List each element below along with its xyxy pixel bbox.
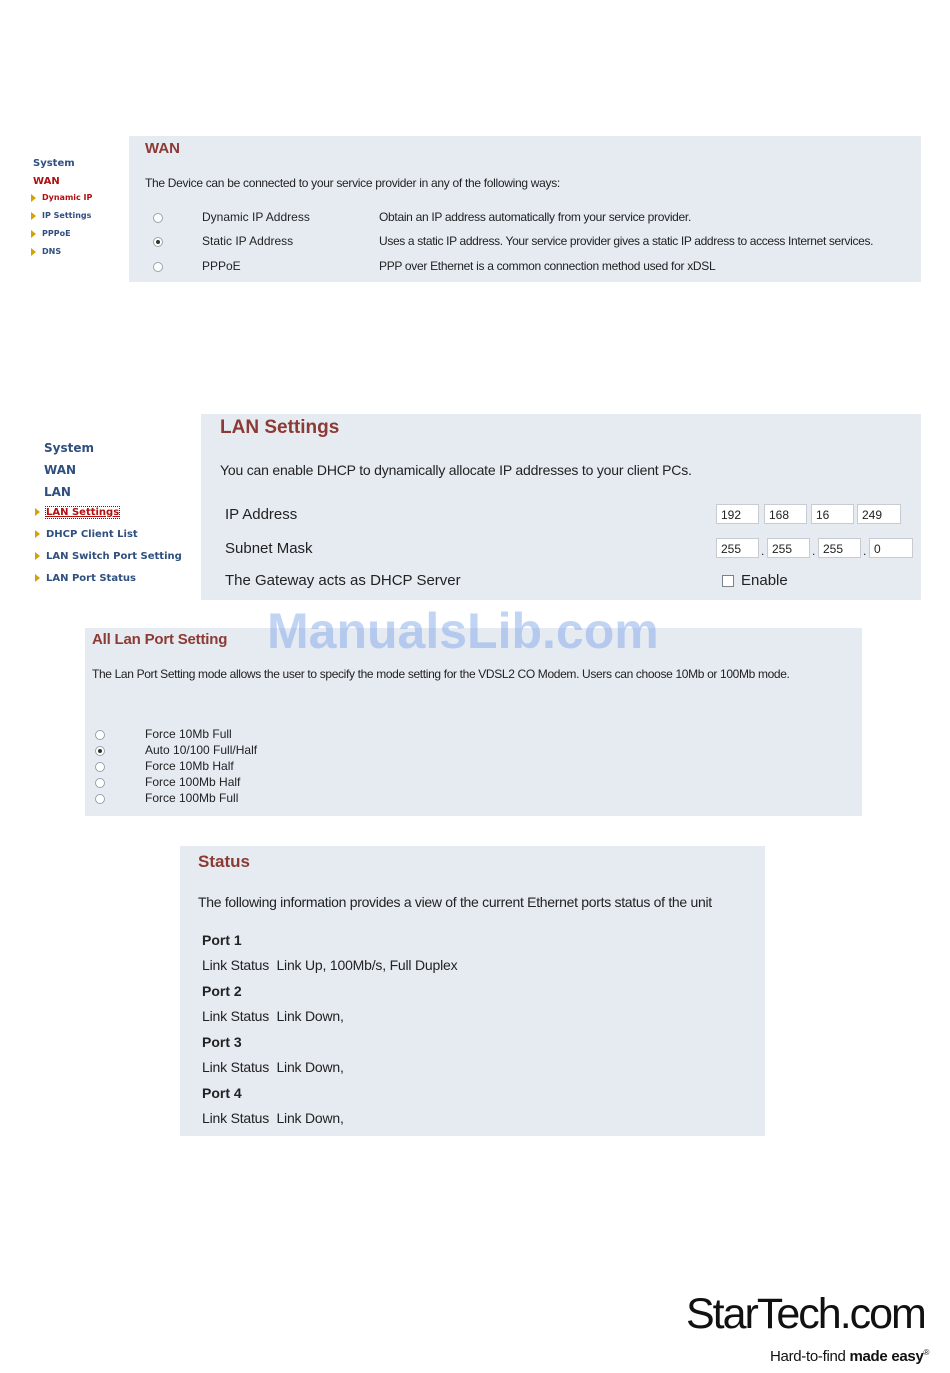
subnav-item-lan-switch-port-setting[interactable]: LAN Switch Port Setting	[35, 551, 182, 562]
link-status-value: Link Down,	[276, 1059, 344, 1075]
subnav-item-lan-port-status[interactable]: LAN Port Status	[35, 573, 136, 584]
arrow-icon	[35, 508, 40, 516]
dhcp-enable-label: Enable	[741, 572, 788, 589]
link-status-row	[202, 1059, 344, 1075]
lan-title: LAN Settings	[220, 417, 340, 438]
link-status-value: Link Down,	[276, 1008, 344, 1024]
mask-octet-3-input[interactable]: 255	[818, 538, 861, 558]
mask-octet-4-input[interactable]: 0	[869, 538, 913, 558]
ip-address-label: IP Address	[225, 506, 298, 523]
radio-dynamic-ip[interactable]	[153, 213, 163, 223]
ip-octet-4-input[interactable]: 249	[857, 504, 901, 524]
wan-title: WAN	[145, 140, 180, 157]
startech-logo: StarTech.com	[686, 1290, 925, 1338]
mask-separator: .	[812, 544, 816, 558]
mask-octet-2-input[interactable]: 255	[767, 538, 810, 558]
radio-static-ip[interactable]	[153, 237, 163, 247]
wan-panel	[129, 136, 921, 282]
arrow-icon	[31, 212, 36, 220]
brand-tagline	[770, 1348, 929, 1365]
link-status-row	[202, 1008, 344, 1024]
link-status-label: Link Status	[202, 1008, 270, 1024]
port-option-label: Auto 10/100 Full/Half	[145, 743, 258, 757]
wan-option-desc: PPP over Ethernet is a common connection method used for xDSL	[379, 259, 716, 273]
link-status-row	[202, 1110, 344, 1126]
port-name: Port 4	[202, 1085, 242, 1101]
subnav-item-lan-settings[interactable]: LAN Settings	[35, 507, 119, 518]
arrow-icon	[31, 248, 36, 256]
radio-pppoe[interactable]	[153, 262, 163, 272]
nav-item-lan[interactable]: LAN	[44, 485, 71, 499]
arrow-icon	[35, 530, 40, 538]
port-setting-description: The Lan Port Setting mode allows the user to specify the mode setting for the VDSL2 CO Modem. Users can choose 10Mb or 100Mb mode.	[92, 667, 790, 681]
wan-option-desc: Uses a static IP address. Your service provider gives a static IP address to access Internet services.	[379, 234, 874, 248]
watermark: ManualsLib.com	[267, 603, 659, 659]
port-name: Port 3	[202, 1034, 242, 1050]
subnav-item-pppoe[interactable]: PPPoE	[31, 229, 71, 238]
lan-description: You can enable DHCP to dynamically allocate IP addresses to your client PCs.	[220, 462, 692, 478]
arrow-icon	[31, 194, 36, 202]
radio-force-10mb-full[interactable]	[95, 730, 105, 740]
status-title: Status	[198, 852, 250, 871]
nav-item-system[interactable]: System	[33, 158, 75, 169]
subnet-mask-label: Subnet Mask	[225, 540, 313, 557]
radio-auto-10-100[interactable]	[95, 746, 105, 756]
mask-separator: .	[761, 544, 765, 558]
wan-option-desc: Obtain an IP address automatically from your service provider.	[379, 210, 691, 224]
port-name: Port 1	[202, 932, 242, 948]
link-status-label: Link Status	[202, 1110, 270, 1126]
registered-mark: ®	[923, 1348, 930, 1357]
radio-force-100mb-half[interactable]	[95, 778, 105, 788]
radio-force-100mb-full[interactable]	[95, 794, 105, 804]
wan-option-name: Dynamic IP Address	[202, 210, 310, 224]
link-status-label: Link Status	[202, 957, 270, 973]
port-option-label: Force 100Mb Full	[145, 791, 239, 805]
ip-octet-1-input[interactable]: 192	[716, 504, 759, 524]
subnav-item-dynamic-ip[interactable]: Dynamic IP	[31, 193, 92, 202]
subnav-item-dhcp-client-list[interactable]: DHCP Client List	[35, 529, 138, 540]
link-status-label: Link Status	[202, 1059, 270, 1075]
status-description: The following information provides a view of the current Ethernet ports status of the unit	[198, 894, 712, 910]
ip-octet-3-input[interactable]: 16	[811, 504, 854, 524]
nav-item-wan[interactable]: WAN	[44, 463, 77, 477]
lan-settings-panel	[201, 414, 921, 600]
port-option-label: Force 100Mb Half	[145, 775, 241, 789]
port-setting-title: All Lan Port Setting	[92, 631, 228, 648]
dhcp-enable-checkbox[interactable]	[722, 575, 734, 587]
wan-option-name: Static IP Address	[202, 234, 294, 248]
subnav-item-dns[interactable]: DNS	[31, 247, 61, 256]
arrow-icon	[31, 230, 36, 238]
tagline-bold: made easy	[849, 1348, 924, 1365]
status-panel	[180, 846, 765, 1136]
radio-force-10mb-half[interactable]	[95, 762, 105, 772]
arrow-icon	[35, 574, 40, 582]
port-option-label: Force 10Mb Half	[145, 759, 234, 773]
ip-octet-2-input[interactable]: 168	[764, 504, 807, 524]
mask-separator: .	[863, 544, 867, 558]
dhcp-server-label: The Gateway acts as DHCP Server	[225, 572, 461, 589]
port-name: Port 2	[202, 983, 242, 999]
link-status-row	[202, 957, 457, 973]
arrow-icon	[35, 552, 40, 560]
nav-item-wan[interactable]: WAN	[33, 176, 60, 187]
subnav-item-ip-settings[interactable]: IP Settings	[31, 211, 91, 220]
wan-option-name: PPPoE	[202, 259, 241, 273]
link-status-value: Link Down,	[276, 1110, 344, 1126]
port-option-label: Force 10Mb Full	[145, 727, 232, 741]
nav-item-system[interactable]: System	[44, 441, 94, 455]
link-status-value: Link Up, 100Mb/s, Full Duplex	[276, 957, 458, 973]
wan-description: The Device can be connected to your service provider in any of the following ways:	[145, 176, 560, 190]
mask-octet-1-input[interactable]: 255	[716, 538, 759, 558]
tagline-plain: Hard-to-find	[770, 1348, 850, 1365]
